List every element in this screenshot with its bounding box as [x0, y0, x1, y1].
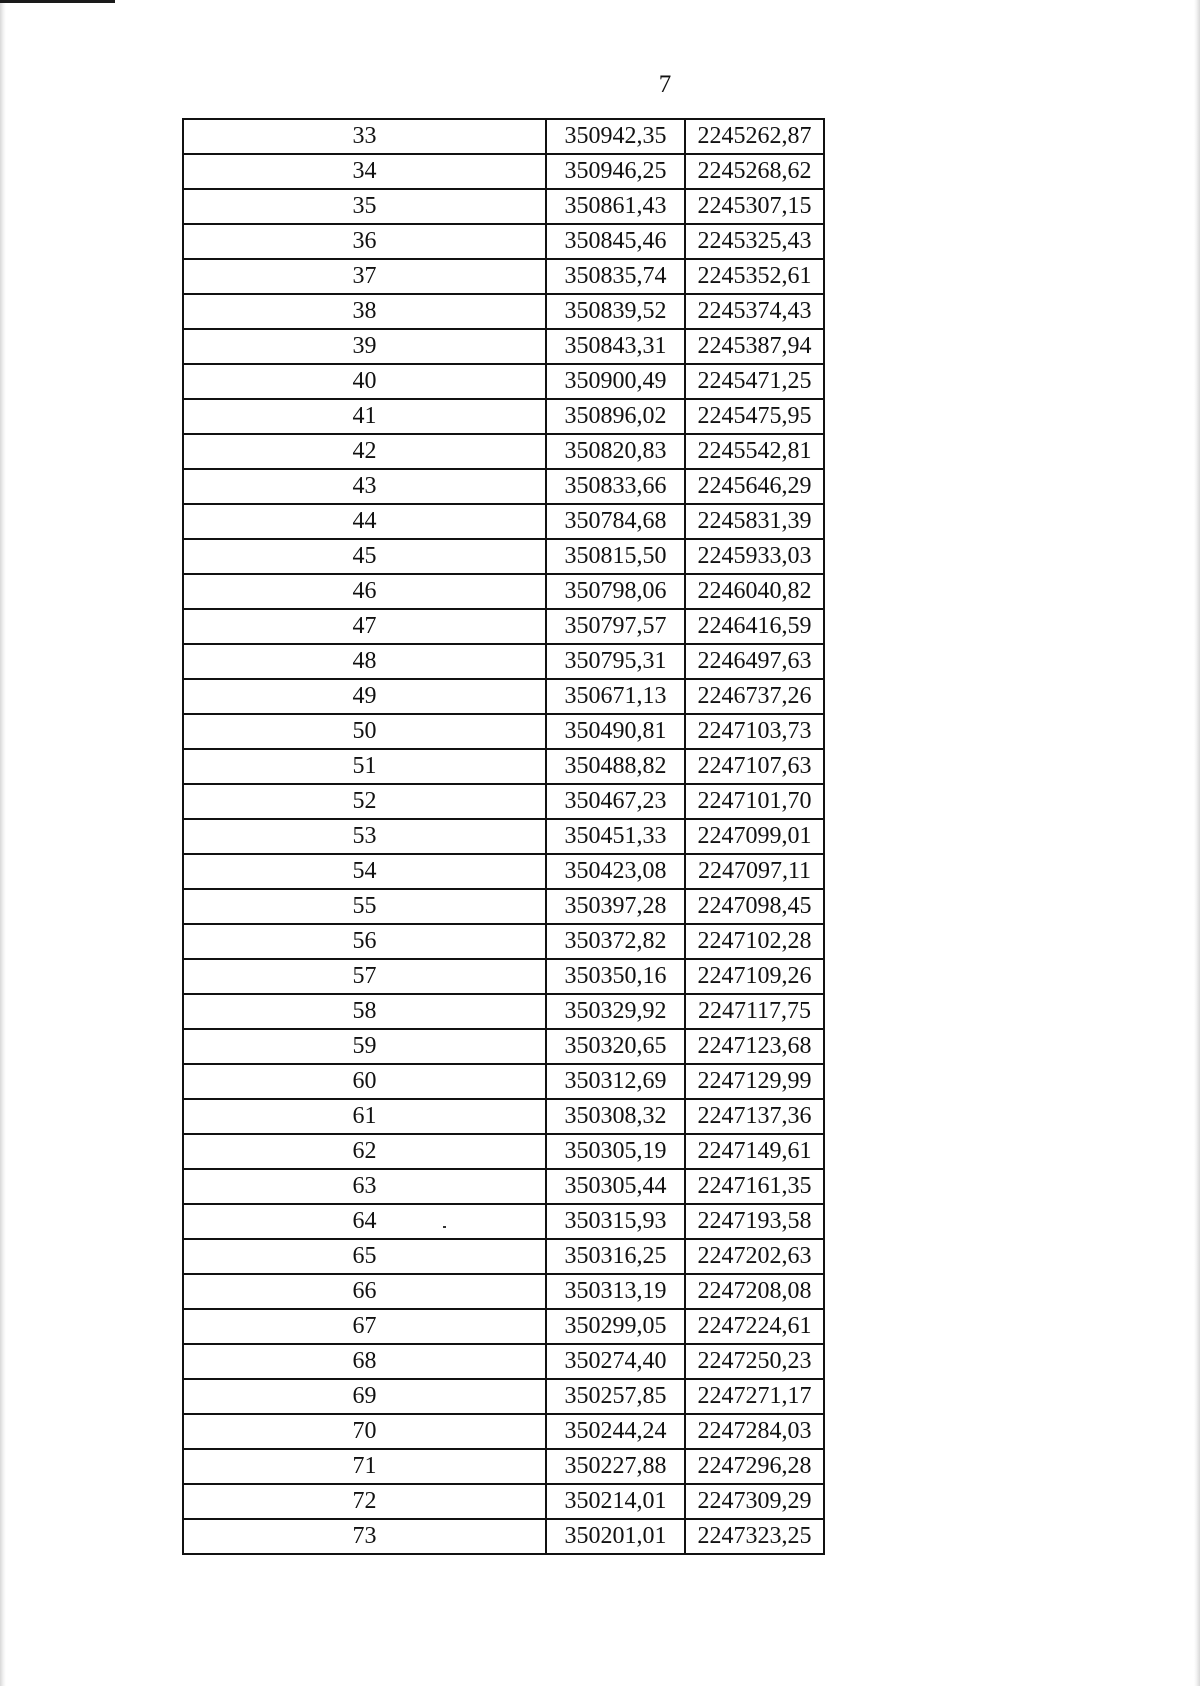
y-coordinate-cell: 2247284,03: [685, 1414, 824, 1449]
x-coordinate-cell: 350312,69: [546, 1064, 685, 1099]
table-row: [183, 434, 824, 469]
table-row: [183, 574, 824, 609]
point-number-cell: 49: [183, 679, 546, 714]
point-number-cell: 33: [183, 119, 546, 154]
point-number-cell: 37: [183, 259, 546, 294]
x-coordinate-cell: 350320,65: [546, 1029, 685, 1064]
y-coordinate-cell: 2245646,29: [685, 469, 824, 504]
x-coordinate-cell: 350329,92: [546, 994, 685, 1029]
y-coordinate-cell: 2245262,87: [685, 119, 824, 154]
x-coordinate-cell: 350942,35: [546, 119, 685, 154]
y-coordinate-cell: 2247271,17: [685, 1379, 824, 1414]
point-number-cell: 65: [183, 1239, 546, 1274]
point-number-cell: 55: [183, 889, 546, 924]
point-number-cell: 69: [183, 1379, 546, 1414]
table-row: [183, 1029, 824, 1064]
y-coordinate-cell: 2247101,70: [685, 784, 824, 819]
table-row: [183, 819, 824, 854]
point-number-cell: 40: [183, 364, 546, 399]
y-coordinate-cell: 2247107,63: [685, 749, 824, 784]
table-row: [183, 1519, 824, 1554]
coordinates-table: [182, 118, 825, 1555]
x-coordinate-cell: 350397,28: [546, 889, 685, 924]
x-coordinate-cell: 350835,74: [546, 259, 685, 294]
x-coordinate-cell: 350274,40: [546, 1344, 685, 1379]
point-number-cell: 57: [183, 959, 546, 994]
x-coordinate-cell: 350372,82: [546, 924, 685, 959]
y-coordinate-cell: 2247098,45: [685, 889, 824, 924]
table-row: [183, 714, 824, 749]
x-coordinate-cell: 350845,46: [546, 224, 685, 259]
table-row: [183, 399, 824, 434]
point-number-cell: 73: [183, 1519, 546, 1554]
table-row: [183, 539, 824, 574]
y-coordinate-cell: 2247099,01: [685, 819, 824, 854]
table-row: [183, 1064, 824, 1099]
point-number-cell: 63: [183, 1169, 546, 1204]
point-number-cell: 64: [183, 1204, 546, 1239]
point-number-cell: 56: [183, 924, 546, 959]
point-number-cell: 42: [183, 434, 546, 469]
point-number-cell: 70: [183, 1414, 546, 1449]
point-number-cell: 36: [183, 224, 546, 259]
table-row: [183, 1134, 824, 1169]
point-number-cell: 52: [183, 784, 546, 819]
y-coordinate-cell: 2245542,81: [685, 434, 824, 469]
y-coordinate-cell: 2247137,36: [685, 1099, 824, 1134]
y-coordinate-cell: 2246416,59: [685, 609, 824, 644]
point-number-cell: 60: [183, 1064, 546, 1099]
table-row: [183, 154, 824, 189]
table-row: [183, 1099, 824, 1134]
table-row: [183, 189, 824, 224]
table-row: [183, 784, 824, 819]
point-number-cell: 51: [183, 749, 546, 784]
x-coordinate-cell: 350227,88: [546, 1449, 685, 1484]
x-coordinate-cell: 350488,82: [546, 749, 685, 784]
y-coordinate-cell: 2247129,99: [685, 1064, 824, 1099]
table-row: [183, 259, 824, 294]
x-coordinate-cell: 350214,01: [546, 1484, 685, 1519]
x-coordinate-cell: 350896,02: [546, 399, 685, 434]
point-number-cell: 53: [183, 819, 546, 854]
y-coordinate-cell: 2245831,39: [685, 504, 824, 539]
table-row: [183, 1379, 824, 1414]
point-number-cell: 43: [183, 469, 546, 504]
table-row: [183, 504, 824, 539]
table-row: [183, 224, 824, 259]
table-row: [183, 644, 824, 679]
x-coordinate-cell: 350305,44: [546, 1169, 685, 1204]
scan-speck: [443, 1226, 446, 1228]
point-number-cell: 68: [183, 1344, 546, 1379]
x-coordinate-cell: 350316,25: [546, 1239, 685, 1274]
table-row: [183, 364, 824, 399]
x-coordinate-cell: 350833,66: [546, 469, 685, 504]
y-coordinate-cell: 2247202,63: [685, 1239, 824, 1274]
x-coordinate-cell: 350820,83: [546, 434, 685, 469]
point-number-cell: 46: [183, 574, 546, 609]
point-number-cell: 62: [183, 1134, 546, 1169]
y-coordinate-cell: 2245352,61: [685, 259, 824, 294]
y-coordinate-cell: 2247109,26: [685, 959, 824, 994]
table-row: [183, 854, 824, 889]
point-number-cell: 38: [183, 294, 546, 329]
point-number-cell: 39: [183, 329, 546, 364]
x-coordinate-cell: 350798,06: [546, 574, 685, 609]
y-coordinate-cell: 2245307,15: [685, 189, 824, 224]
y-coordinate-cell: 2245387,94: [685, 329, 824, 364]
scan-edge-left: [0, 0, 6, 1686]
table-row: [183, 1169, 824, 1204]
point-number-cell: 58: [183, 994, 546, 1029]
y-coordinate-cell: 2247097,11: [685, 854, 824, 889]
point-number-cell: 67: [183, 1309, 546, 1344]
x-coordinate-cell: 350451,33: [546, 819, 685, 854]
point-number-cell: 72: [183, 1484, 546, 1519]
point-number-cell: 54: [183, 854, 546, 889]
point-number-cell: 48: [183, 644, 546, 679]
x-coordinate-cell: 350244,24: [546, 1414, 685, 1449]
table-row: [183, 679, 824, 714]
y-coordinate-cell: 2247123,68: [685, 1029, 824, 1064]
y-coordinate-cell: 2247309,29: [685, 1484, 824, 1519]
point-number-cell: 47: [183, 609, 546, 644]
table-row: [183, 469, 824, 504]
y-coordinate-cell: 2246737,26: [685, 679, 824, 714]
table-row: [183, 1274, 824, 1309]
x-coordinate-cell: 350350,16: [546, 959, 685, 994]
x-coordinate-cell: 350305,19: [546, 1134, 685, 1169]
y-coordinate-cell: 2247103,73: [685, 714, 824, 749]
y-coordinate-cell: 2247323,25: [685, 1519, 824, 1554]
y-coordinate-cell: 2247161,35: [685, 1169, 824, 1204]
x-coordinate-cell: 350797,57: [546, 609, 685, 644]
x-coordinate-cell: 350843,31: [546, 329, 685, 364]
table-row: [183, 1484, 824, 1519]
point-number-cell: 66: [183, 1274, 546, 1309]
y-coordinate-cell: 2247296,28: [685, 1449, 824, 1484]
table-row: [183, 119, 824, 154]
y-coordinate-cell: 2245268,62: [685, 154, 824, 189]
point-number-cell: 35: [183, 189, 546, 224]
table-row: [183, 924, 824, 959]
scan-edge-right: [1194, 0, 1200, 1686]
point-number-cell: 41: [183, 399, 546, 434]
coordinates-table-body: [183, 119, 824, 1554]
table-row: [183, 1239, 824, 1274]
table-row: [183, 959, 824, 994]
point-number-cell: 61: [183, 1099, 546, 1134]
table-row: [183, 1414, 824, 1449]
table-row: [183, 994, 824, 1029]
x-coordinate-cell: 350299,05: [546, 1309, 685, 1344]
table-row: [183, 749, 824, 784]
y-coordinate-cell: 2245374,43: [685, 294, 824, 329]
table-row: [183, 1204, 824, 1239]
x-coordinate-cell: 350490,81: [546, 714, 685, 749]
point-number-cell: 44: [183, 504, 546, 539]
table-row: [183, 1449, 824, 1484]
y-coordinate-cell: 2247149,61: [685, 1134, 824, 1169]
y-coordinate-cell: 2247250,23: [685, 1344, 824, 1379]
table-row: [183, 889, 824, 924]
scan-mark-top: [0, 0, 115, 3]
x-coordinate-cell: 350861,43: [546, 189, 685, 224]
point-number-cell: 50: [183, 714, 546, 749]
y-coordinate-cell: 2245471,25: [685, 364, 824, 399]
x-coordinate-cell: 350257,85: [546, 1379, 685, 1414]
x-coordinate-cell: 350815,50: [546, 539, 685, 574]
y-coordinate-cell: 2245933,03: [685, 539, 824, 574]
table-row: [183, 329, 824, 364]
x-coordinate-cell: 350671,13: [546, 679, 685, 714]
table-row: [183, 609, 824, 644]
x-coordinate-cell: 350308,32: [546, 1099, 685, 1134]
x-coordinate-cell: 350946,25: [546, 154, 685, 189]
x-coordinate-cell: 350795,31: [546, 644, 685, 679]
point-number-cell: 71: [183, 1449, 546, 1484]
page-number: 7: [658, 71, 672, 98]
point-number-cell: 59: [183, 1029, 546, 1064]
y-coordinate-cell: 2246040,82: [685, 574, 824, 609]
y-coordinate-cell: 2247102,28: [685, 924, 824, 959]
y-coordinate-cell: 2245475,95: [685, 399, 824, 434]
x-coordinate-cell: 350784,68: [546, 504, 685, 539]
y-coordinate-cell: 2245325,43: [685, 224, 824, 259]
y-coordinate-cell: 2246497,63: [685, 644, 824, 679]
table-row: [183, 1344, 824, 1379]
y-coordinate-cell: 2247193,58: [685, 1204, 824, 1239]
x-coordinate-cell: 350900,49: [546, 364, 685, 399]
y-coordinate-cell: 2247208,08: [685, 1274, 824, 1309]
x-coordinate-cell: 350313,19: [546, 1274, 685, 1309]
x-coordinate-cell: 350839,52: [546, 294, 685, 329]
table-row: [183, 1309, 824, 1344]
point-number-cell: 45: [183, 539, 546, 574]
y-coordinate-cell: 2247224,61: [685, 1309, 824, 1344]
x-coordinate-cell: 350315,93: [546, 1204, 685, 1239]
point-number-cell: 34: [183, 154, 546, 189]
y-coordinate-cell: 2247117,75: [685, 994, 824, 1029]
x-coordinate-cell: 350201,01: [546, 1519, 685, 1554]
x-coordinate-cell: 350423,08: [546, 854, 685, 889]
table-row: [183, 294, 824, 329]
x-coordinate-cell: 350467,23: [546, 784, 685, 819]
